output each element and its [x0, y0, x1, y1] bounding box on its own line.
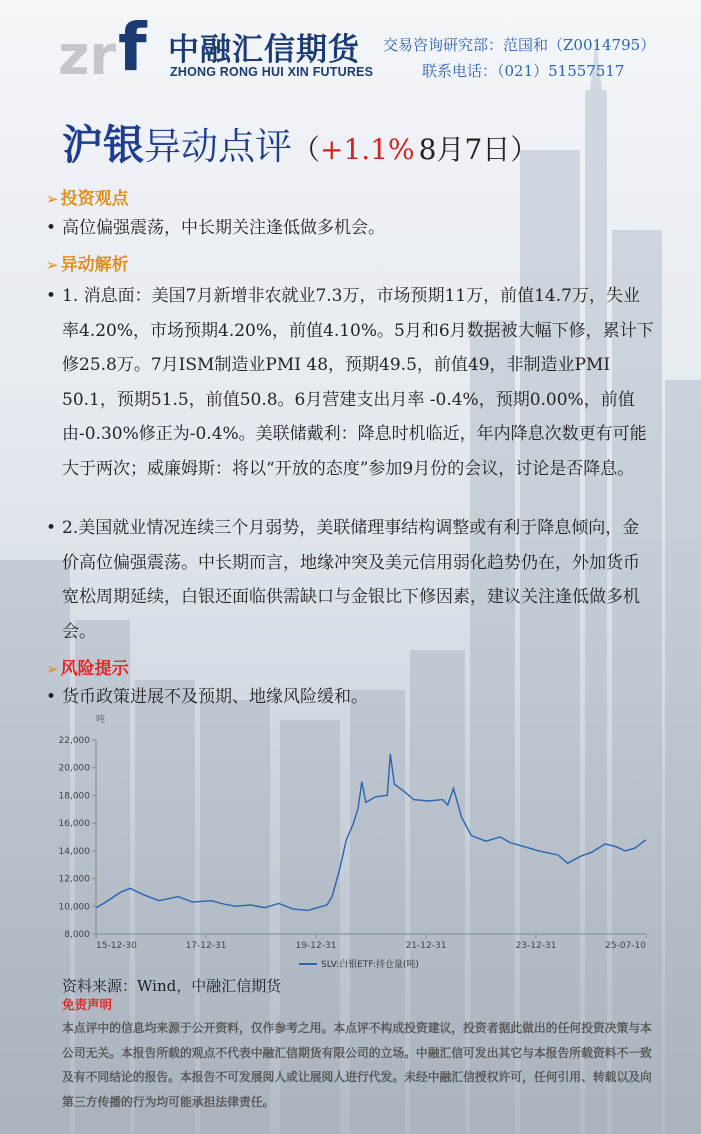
- y-tick-label: 8,000: [64, 930, 90, 940]
- zrf-logo-icon: [58, 12, 162, 80]
- disclaimer-text: 本点评中的信息均来源于公开资料，仅作参考之用。本点评不构成投资建议，投资者据此做出的任何投资决策与本公司无关。本报告所载的观点不代表中融汇信期货有限公司的立场。中融汇信可发出其它与本报告所载资料不一致及有不同结论的报告。本报告不可发展阅人或让展阅人进行代发。未经中融汇信授权许可，任何引用、转载以及向第三方传播的行为均可能承担法律责任。: [62, 1021, 652, 1109]
- analysis-text-2: 2.美国就业情况连续三个月弱势，美联储理事结构调整或有利于降息倾向，金价高位偏强震荡。中长期而言，地缘冲突及美元信用弱化趋势仍在，外加货币宽松周期延续，白银还面临供需缺口与金银比下修因素，建议关注逢低做多机会。: [62, 518, 640, 642]
- view-bullet: [46, 211, 656, 246]
- title-change: +1.1%: [320, 133, 415, 166]
- title-close-paren: ）: [510, 133, 539, 166]
- section-risk-title: 风险提示: [60, 659, 129, 679]
- data-source: 资料来源：Wind，中融汇信期货: [62, 977, 282, 995]
- title-date: 8月7日: [418, 133, 511, 166]
- company-logo: [58, 12, 378, 82]
- title-type: 异动点评: [144, 125, 292, 168]
- bullet-icon: •: [46, 687, 57, 707]
- bullet-icon: •: [46, 518, 57, 538]
- y-tick-label: 14,000: [58, 846, 90, 857]
- title-open-paren: （: [292, 133, 321, 166]
- company-name-cn: 中融汇信期货: [168, 32, 360, 68]
- x-tick-label: 17-12-31: [185, 941, 227, 951]
- svg-text:zr: zr: [58, 24, 117, 80]
- y-tick-label: 18,000: [58, 791, 90, 802]
- slv-holdings-chart: [46, 712, 676, 982]
- y-tick-label: 20,000: [58, 763, 90, 774]
- section-view: [46, 184, 129, 209]
- x-tick-label: 15-12-30: [96, 941, 137, 951]
- section-view-title: 投资观点: [60, 189, 129, 209]
- risk-bullet: [46, 680, 656, 715]
- y-tick-label: 16,000: [58, 819, 90, 830]
- x-tick-label: 21-12-31: [405, 941, 447, 951]
- chart-series-line: [96, 754, 646, 911]
- section-analysis-title: 异动解析: [60, 255, 129, 275]
- bullet-icon: •: [46, 218, 57, 238]
- arrow-right-icon: ➢: [46, 256, 59, 274]
- x-tick-label: 19-12-31: [295, 941, 337, 951]
- y-tick-label: 22,000: [58, 736, 90, 746]
- arrow-right-icon: ➢: [46, 660, 59, 678]
- x-tick-label: 25-07-10: [605, 941, 646, 951]
- company-name-en: ZHONG RONG HUI XIN FUTURES: [170, 65, 374, 79]
- chart-legend: [299, 958, 419, 970]
- section-analysis: [46, 250, 129, 275]
- report-title: [62, 112, 538, 171]
- analyst-info: 交易咨询研究部：范国和（Z0014795）: [383, 36, 656, 54]
- x-tick-label: 23-12-31: [515, 941, 557, 951]
- y-tick-label: 12,000: [58, 874, 90, 885]
- analysis-bullet-2: [46, 511, 656, 649]
- arrow-right-icon: ➢: [46, 190, 59, 208]
- risk-text: 货币政策进展不及预期、地缘风险缓和。: [62, 687, 368, 707]
- analysis-text-1: 1. 消息面：美国7月新增非农就业7.3万，市场预期11万，前值14.7万，失业率4.20%，市场预期4.20%，前值4.10%。5月和6月数据被大幅下修，累计下修25.8万。7月ISM制造业PMI 48，预期49.5，前值49，非制造业PMI 50.1，预期51.5，前值50.8。6月营建支出月率 -0.4%，预期0.00%，前值由-0.30%修正为-0.4%。美联储戴利：降息时机临近，年内降息次数更有可能大于两次；威廉姆斯：将以“开放的态度”参加9月份的会议，讨论是否降息。: [62, 286, 654, 479]
- view-text: 高位偏强震荡，中长期关注逢低做多机会。: [62, 218, 385, 238]
- analysis-bullet-1: [46, 279, 656, 486]
- contact-phone: 联系电话：（021）51557517: [422, 62, 625, 80]
- svg-text:f: f: [118, 12, 147, 80]
- bullet-icon: •: [46, 286, 57, 306]
- section-risk: [46, 654, 129, 679]
- title-product: 沪银: [62, 121, 144, 169]
- chart-unit-label: 吨: [96, 715, 106, 725]
- y-tick-label: 10,000: [58, 902, 90, 913]
- disclaimer-title: 免责声明: [62, 997, 113, 1012]
- legend-label: SLV:白银ETF:持仓量(吨): [321, 960, 419, 970]
